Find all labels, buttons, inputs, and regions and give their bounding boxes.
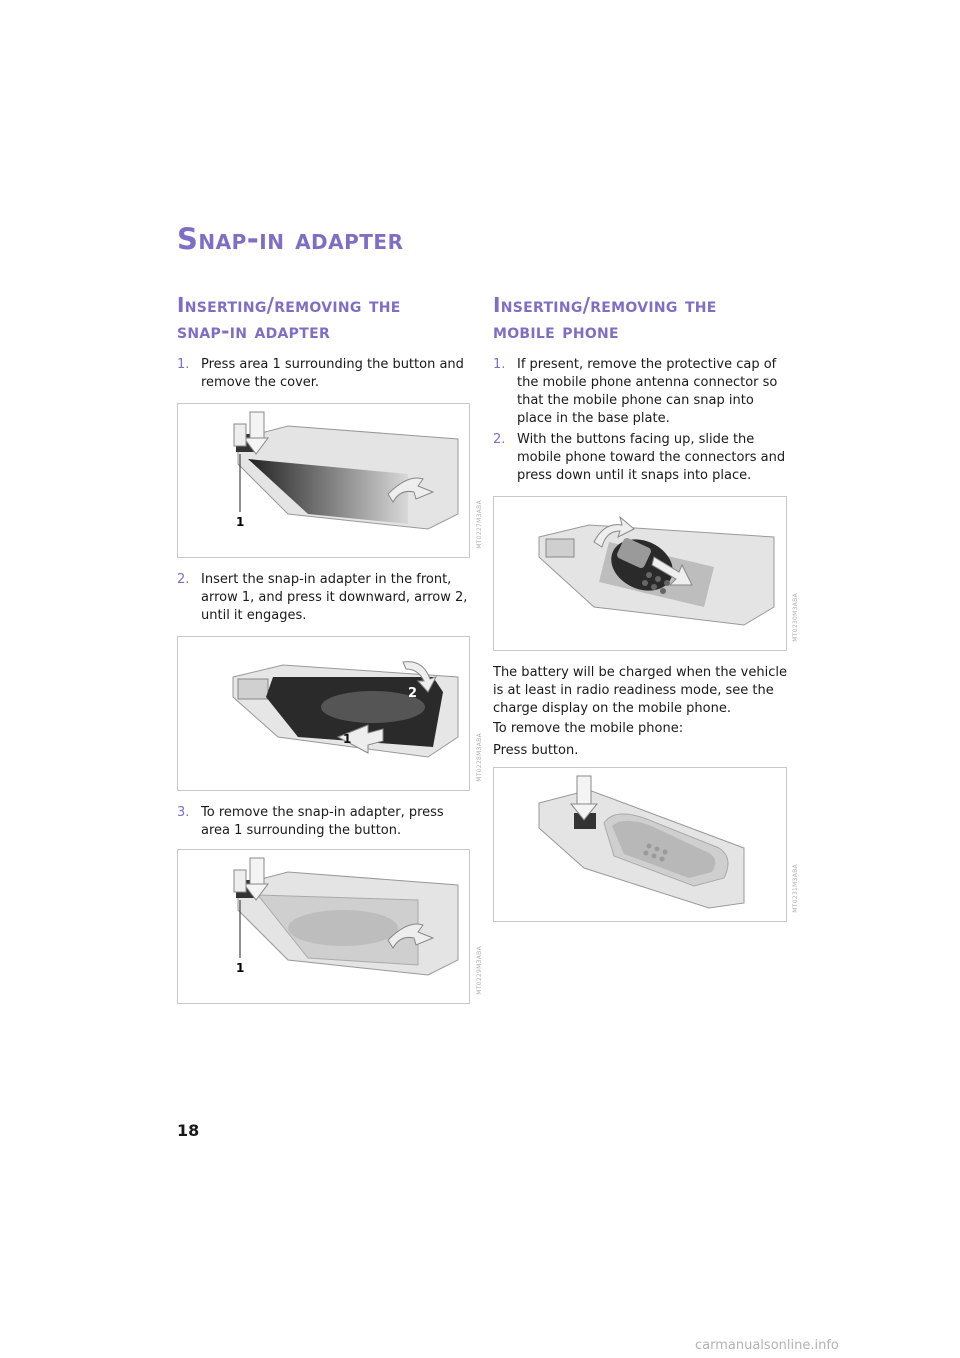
figure-code: MT0230M3ABA [792,593,799,642]
step-text: Insert the snap-in adapter in the front, arrow 1, and press it downward, arrow 2, until it engages. [201,572,468,623]
remove-adapter-illustration [178,850,470,1004]
left-step-2 [177,571,469,625]
insert-adapter-illustration [178,637,470,791]
battery-note: The battery will be charged when the vehicle is at least in radio readiness mode, see the charge display on the mobile phone. [493,665,787,716]
figure-code: MT0231M3ABA [792,864,799,913]
step-number: 2. [493,432,506,447]
step-number: 1. [177,357,190,372]
left-heading-line1: Inserting/removing the [177,293,401,317]
insert-phone-illustration [494,497,787,651]
figure-code: MT0228M3ABA [476,733,483,782]
figure-insert-phone [493,496,787,651]
remove-cover-illustration [178,404,470,558]
remove-phone-step: Press button. [493,743,579,758]
step-number: 1. [493,357,506,372]
page-number: 18 [177,1121,200,1140]
figure-code: MT0227M3ABA [476,500,483,549]
right-step-1 [493,356,787,428]
figure-insert-adapter [177,636,470,791]
left-step-3 [177,804,469,840]
step-text: Press area 1 surrounding the button and remove the cover. [201,357,464,390]
page-title: Snap-in adapter [177,222,404,256]
left-step-1 [177,356,469,392]
figure-code: MT0229M3ABA [476,946,483,995]
figure-remove-cover [177,403,470,558]
callout-2: 2 [408,686,418,701]
step-text: If present, remove the protective cap of the mobile phone antenna connector so that the mobile phone can snap into place in the base plate. [517,357,778,426]
step-text: To remove the snap-in adapter, press area 1 surrounding the button. [201,805,444,838]
remove-phone-illustration [494,768,787,922]
right-heading-line1: Inserting/removing the [493,293,717,317]
figure-remove-adapter [177,849,470,1004]
step-number: 3. [177,805,190,820]
right-step-2 [493,431,787,485]
left-section-heading [177,292,477,344]
right-section-heading [493,292,793,344]
step-number: 2. [177,572,190,587]
remove-phone-heading: To remove the mobile phone: [493,721,684,736]
step-text: With the buttons facing up, slide the mobile phone toward the connectors and press down until it snaps into place. [517,432,786,483]
right-heading-line2: mobile phone [493,319,619,343]
callout-1: 1 [343,732,352,746]
callout-1: 1 [236,515,245,529]
figure-remove-phone [493,767,787,922]
callout-1: 1 [236,961,245,975]
left-heading-line2: snap-in adapter [177,319,331,343]
site-watermark: carmanualsonline.info [695,1338,839,1353]
